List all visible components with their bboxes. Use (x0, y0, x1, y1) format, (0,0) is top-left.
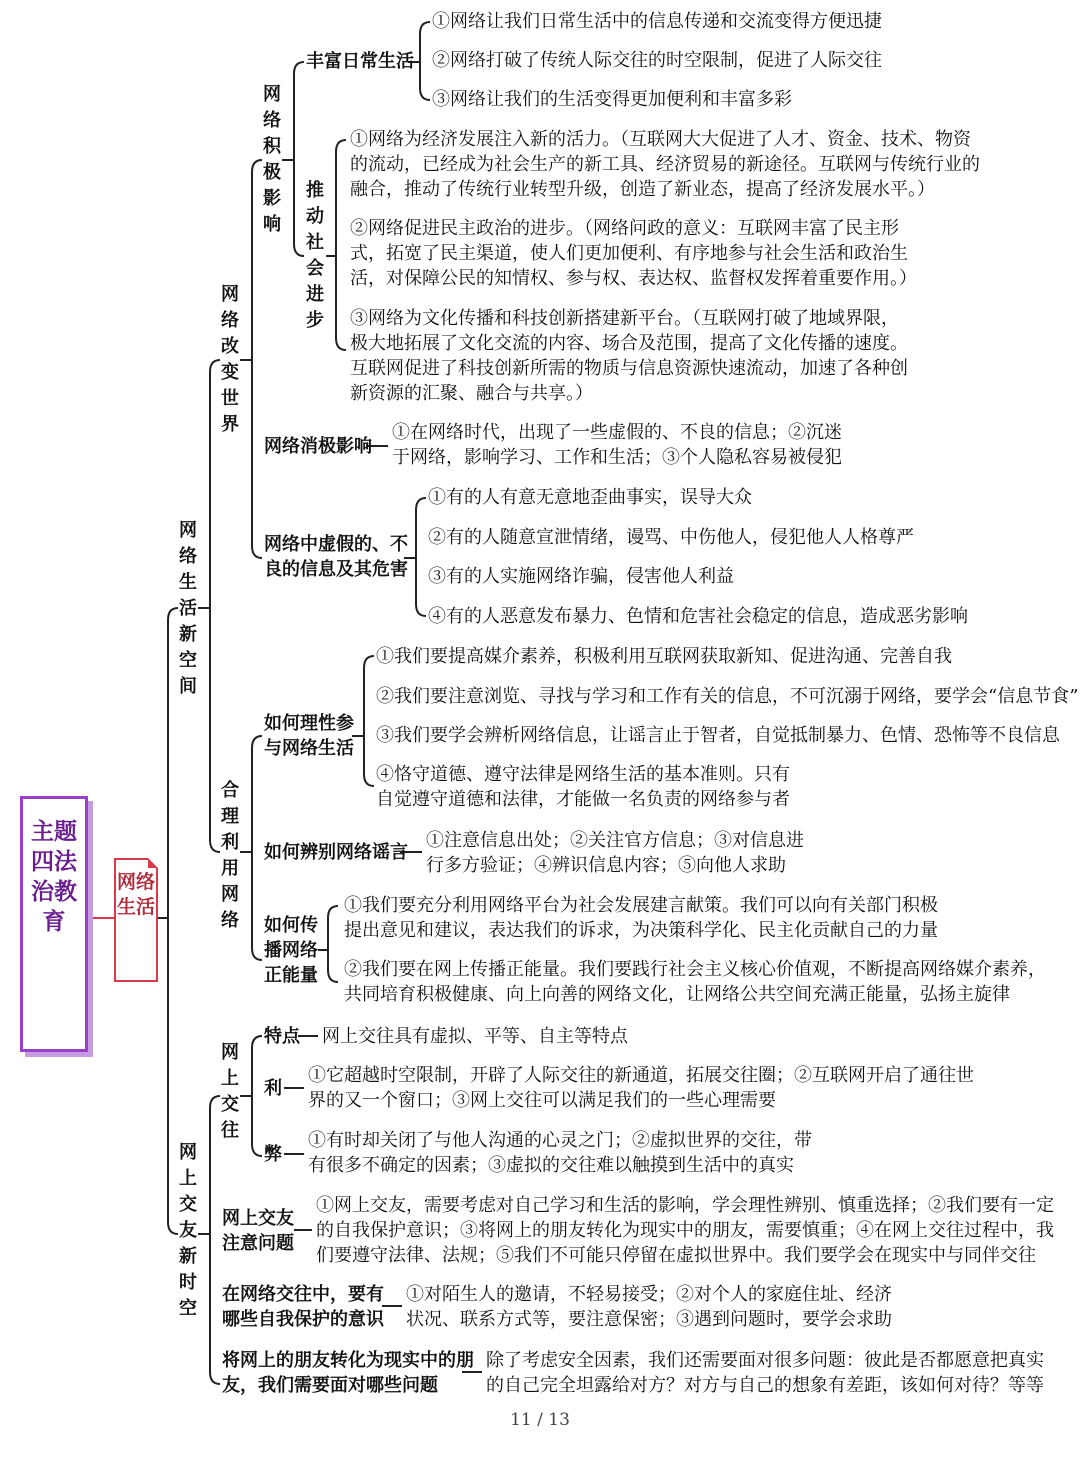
folded-corner-icon (148, 858, 158, 868)
text-line: ②我们要在网上传播正能量。我们要践行社会主义核心价值观，不断提高网络媒介素养， (344, 959, 1046, 980)
node-social-progress: 推动社会进步 (306, 180, 324, 331)
node-energy-title: 播网络 (264, 940, 318, 961)
node-real-friend-title: 友，我们需要面对哪些问题 (222, 1375, 438, 1396)
node-real-friend-title: 将网上的朋友转化为现实中的朋 (222, 1350, 474, 1371)
node-energy-title: 正能量 (264, 965, 318, 986)
list-item: ④有的人恶意发布暴力、色情和危害社会稳定的信息，造成恶劣影响 (428, 606, 968, 627)
sub-topic-box (114, 858, 158, 982)
text-line: 除了考虑安全因素，我们还需要面对很多问题：彼此是否都愿意把真实 (486, 1350, 1044, 1371)
text-line: ①对陌生人的邀请，不轻易接受；②对个人的家庭住址、经济 (406, 1284, 892, 1305)
text-line: 共同培育积极健康、向上向善的网络文化，让网络公共空间充满正能量，弘扬主旋律 (344, 984, 1010, 1005)
text-line: 活，对保障公民的知情权、参与权、表达权、监督权发挥着重要作用。） (350, 268, 917, 289)
text-line: 自觉遵守道德和法律，才能做一名负责的网络参与者 (376, 789, 790, 810)
text-line: 式，拓宽了民主渠道，使人们更加便利、有序地参与社会生活和政治生 (350, 243, 908, 264)
text-line: 极大地拓展了文化交流的内容、场合及范围，提高了文化传播的速度。 (350, 333, 908, 354)
text-line: ①在网络时代，出现了一些虚假的、不良的信息；②沉迷 (392, 422, 842, 443)
branch-title-new-time-space: 网上交友新时空 (179, 1142, 197, 1319)
text-line: ①有时却关闭了与他人沟通的心灵之门；②虚拟世界的交往，带 (308, 1130, 812, 1151)
text-line: 的自我保护意识；③将网上的朋友转化为现实中的朋友，需要慎重；④在网上交往过程中，我 (316, 1220, 1054, 1241)
text-line: ①我们要充分利用网络平台为社会发展建言献策。我们可以向有关部门积极 (344, 895, 938, 916)
node-rational-title: 与网络生活 (264, 738, 354, 759)
text-line: ①它超越时空限制，开辟了人际交往的新通道，拓展交往圈；②互联网开启了通往世 (308, 1065, 974, 1086)
text-line: 互联网促进了科技创新所需的物质与信息资源快速流动，加速了各种创 (350, 358, 908, 379)
text-line: 新资源的汇聚、融合与共享。） (350, 383, 593, 404)
list-item: ②有的人随意宣泄情绪，谩骂、中伤他人，侵犯他人人格尊严 (428, 527, 914, 548)
text-line: 有很多不确定的因素；③虚拟的交往难以触摸到生活中的真实 (308, 1155, 794, 1176)
node-pro: 利 (264, 1078, 282, 1099)
node-rational-title: 如何理性参 (264, 713, 354, 734)
text-line: 的流动，已经成为社会生产的新工具、经济贸易的新途径。互联网与传统行业的 (350, 154, 980, 175)
text-line: ①注意信息出处；②关注官方信息；③对信息进 (426, 830, 804, 851)
list-item: ③网络让我们的生活变得更加便利和丰富多彩 (432, 89, 792, 110)
node-false-info-title: 网络中虚假的、不 (264, 534, 408, 555)
list-item: ①网络让我们日常生活中的信息传递和交流变得方便迅捷 (432, 11, 882, 32)
sub-topic-title: 网络生活 (116, 871, 155, 918)
text-line: 网上交往具有虚拟、平等、自主等特点 (322, 1026, 628, 1047)
text-line: ③网络为文化传播和科技创新搭建新平台。（互联网打破了地域界限， (350, 308, 899, 329)
node-notice-title: 注意问题 (222, 1233, 294, 1254)
list-item: ③有的人实施网络诈骗，侵害他人利益 (428, 566, 734, 587)
text-line: ①网络为经济发展注入新的活力。（互联网大大促进了人才、资金、技术、物资 (350, 129, 971, 150)
node-online-interaction: 网上交往 (221, 1042, 239, 1141)
list-item: ②我们要注意浏览、寻找与学习和工作有关的信息，不可沉溺于网络，要学会“信息节食” (376, 686, 1079, 707)
root-topic-title: 主题四法治教育 (31, 819, 77, 935)
text-line: 于网络，影响学习、工作和生活；③个人隐私容易被侵犯 (392, 447, 842, 468)
text-line: ①网上交友，需要考虑对自己学习和生活的影响，学会理性辨别、慎重选择；②我们要有一定 (316, 1195, 1054, 1216)
text-line: 状况、联系方式等，要注意保密；③遇到问题时，要学会求助 (406, 1309, 892, 1330)
node-protect-title: 哪些自我保护的意识 (222, 1309, 384, 1330)
node-negative-impact: 网络消极影响 (264, 436, 372, 457)
list-item: ③我们要学会辨析网络信息，让谣言止于智者，自觉抵制暴力、色情、恐怖等不良信息 (376, 725, 1060, 746)
list-item: ①我们要提高媒介素养，积极利用互联网获取新知、促进沟通、完善自我 (376, 646, 952, 667)
text-line: 界的又一个窗口；③网上交往可以满足我们的一些心理需要 (308, 1090, 776, 1111)
node-feature: 特点 (264, 1026, 300, 1047)
text-line: 们要遵守法律、法规；⑤我们不可能只停留在虚拟世界中。我们要学会在现实中与同伴交往 (316, 1245, 1036, 1266)
node-protect-title: 在网络交往中，要有 (222, 1284, 384, 1305)
node-con: 弊 (264, 1144, 282, 1165)
text-line: 行多方验证；④辨识信息内容；⑤向他人求助 (426, 855, 786, 876)
part-title-use-network: 合理利用网络 (221, 780, 239, 931)
text-line: 融合，推动了传统行业转型升级，创造了新业态，提高了经济发展水平。） (350, 179, 935, 200)
text-line: 的自己完全坦露给对方？对方与自己的想象有差距，该如何对待？等等 (486, 1375, 1044, 1396)
branch-title-new-space: 网络生活新空间 (179, 520, 197, 697)
part-title-change-world: 网络改变世界 (221, 284, 239, 435)
list-item: ①有的人有意无意地歪曲事实，误导大众 (428, 487, 752, 508)
node-enrich-daily-life: 丰富日常生活 (306, 51, 414, 72)
text-line: ④恪守道德、遵守法律是网络生活的基本准则。只有 (376, 764, 790, 785)
node-rumor-title: 如何辨别网络谣言 (264, 842, 408, 863)
page-number: 11 / 13 (510, 1410, 570, 1430)
text-line: ②网络促进民主政治的进步。（网络问政的意义：互联网丰富了民主形 (350, 218, 899, 239)
node-false-info-title: 良的信息及其危害 (264, 559, 408, 580)
text-line: 提出意见和建议，表达我们的诉求，为决策科学化、民主化贡献自己的力量 (344, 920, 938, 941)
node-positive-impact: 网络积极影响 (263, 84, 281, 235)
node-notice-title: 网上交友 (222, 1208, 294, 1229)
list-item: ②网络打破了传统人际交往的时空限制，促进了人际交往 (432, 50, 882, 71)
root-topic-box (20, 796, 88, 1052)
node-energy-title: 如何传 (264, 915, 318, 936)
